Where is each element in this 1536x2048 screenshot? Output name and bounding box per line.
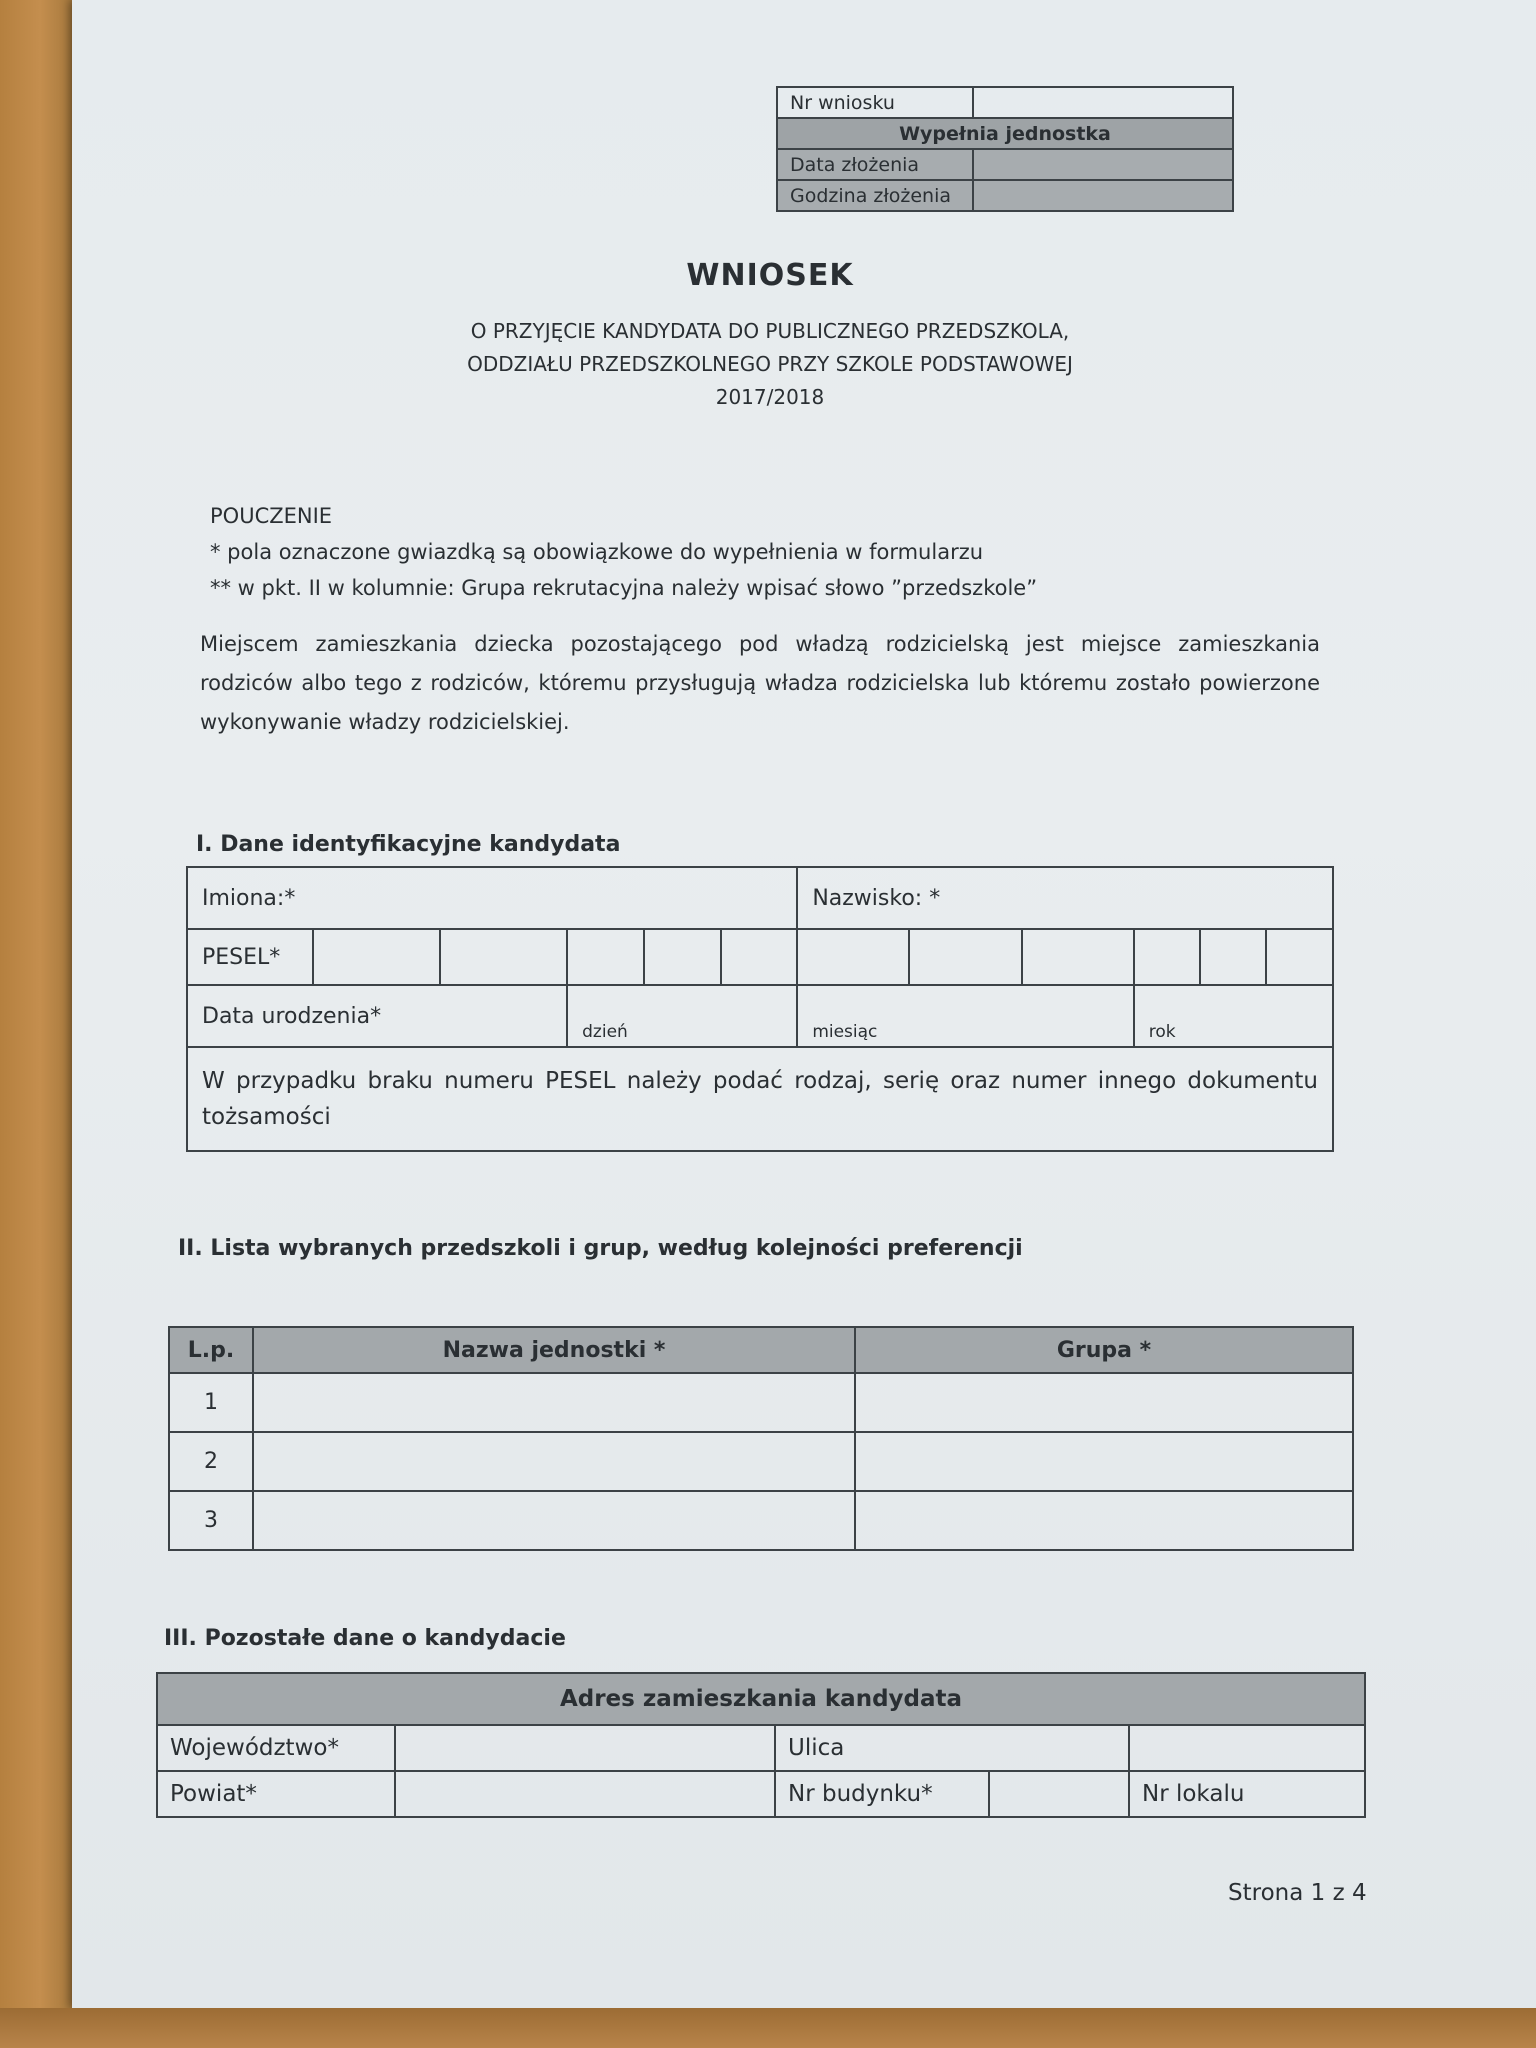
pesel-digit-box[interactable] — [567, 929, 644, 985]
subtitle-year: 2017/2018 — [715, 385, 825, 409]
unit-name-cell[interactable] — [253, 1373, 855, 1432]
col-group-header: Grupa * — [855, 1327, 1353, 1373]
submission-time-field[interactable] — [973, 180, 1233, 211]
birth-year-field[interactable]: rok — [1134, 985, 1333, 1047]
table-row — [169, 1432, 1353, 1491]
group-cell[interactable] — [855, 1373, 1353, 1432]
preferences-table — [168, 1326, 1354, 1551]
registration-box — [776, 86, 1234, 212]
group-cell[interactable] — [855, 1432, 1353, 1491]
pesel-digit-box[interactable] — [440, 929, 567, 985]
instructions-line-2: ** w pkt. II w kolumnie: Grupa rekrutacyjna należy wpisać słowo ”przedszkole” — [210, 576, 1038, 600]
county-field[interactable] — [395, 1771, 775, 1817]
section-1-title: I. Dane identyfikacyjne kandydata — [196, 832, 621, 857]
building-number-label: Nr budynku* — [775, 1771, 989, 1817]
surname-field[interactable]: Nazwisko: * — [797, 867, 1333, 929]
pesel-digit-box[interactable] — [909, 929, 1021, 985]
document-subtitle — [340, 315, 1200, 414]
col-unit-name-header: Nazwa jednostki * — [253, 1327, 855, 1373]
birth-date-label: Data urodzenia* — [187, 985, 567, 1047]
document-title: WNIOSEK — [686, 258, 854, 293]
desk-surface — [0, 2008, 1536, 2048]
pesel-digit-box[interactable] — [721, 929, 798, 985]
unit-name-cell[interactable] — [253, 1491, 855, 1550]
building-number-field[interactable] — [989, 1771, 1129, 1817]
instructions-heading: POUCZENIE — [210, 504, 333, 528]
section-3-title: III. Pozostałe dane o kandydacie — [164, 1626, 566, 1651]
nr-wniosku-label: Nr wniosku — [777, 87, 973, 118]
nr-wniosku-field[interactable] — [973, 87, 1233, 118]
pesel-digit-box[interactable] — [313, 929, 440, 985]
county-label: Powiat* — [157, 1771, 395, 1817]
address-header: Adres zamieszkania kandydata — [157, 1673, 1365, 1725]
pesel-digit-box[interactable] — [1134, 929, 1200, 985]
voivodeship-field[interactable] — [395, 1725, 775, 1771]
table-row — [169, 1373, 1353, 1432]
apartment-number-field[interactable]: Nr lokalu — [1129, 1771, 1365, 1817]
unit-name-cell[interactable] — [253, 1432, 855, 1491]
office-use-header: Wypełnia jednostka — [777, 118, 1233, 149]
pesel-missing-note: W przypadku braku numeru PESEL należy podać rodzaj, serię oraz numer innego dokumentu tożsamości — [187, 1047, 1333, 1151]
submission-date-label: Data złożenia — [777, 149, 973, 180]
row-number: 2 — [169, 1432, 253, 1491]
table-row — [169, 1491, 1353, 1550]
first-names-field[interactable]: Imiona:* — [187, 867, 797, 929]
birth-month-field[interactable]: miesiąc — [797, 985, 1133, 1047]
pesel-digit-box[interactable] — [1022, 929, 1134, 985]
submission-time-label: Godzina złożenia — [777, 180, 973, 211]
section-2-title: II. Lista wybranych przedszkoli i grup, według kolejności preferencji — [178, 1236, 1023, 1261]
pesel-digit-box[interactable] — [1266, 929, 1333, 985]
pesel-digit-box[interactable] — [644, 929, 721, 985]
instructions — [210, 498, 1320, 606]
birth-day-field[interactable]: dzień — [567, 985, 797, 1047]
residence-paragraph: Miejscem zamieszkania dziecka pozostającego pod władzą rodzicielską jest miejsce zamieszkania rodziców albo tego z rodziców, któremu przysługują władza rodzicielska lub któremu zostało powierzone wykonywanie władzy rodzicielskiej. — [200, 632, 1320, 734]
instructions-line-1: * pola oznaczone gwiazdką są obowiązkowe do wypełnienia w formularzu — [210, 540, 984, 564]
street-label: Ulica — [775, 1725, 1129, 1771]
row-number: 3 — [169, 1491, 253, 1550]
voivodeship-label: Województwo* — [157, 1725, 395, 1771]
subtitle-line-1: O PRZYJĘCIE KANDYDATA DO PUBLICZNEGO PRZEDSZKOLA, — [470, 319, 1070, 343]
submission-date-field[interactable] — [973, 149, 1233, 180]
pesel-digit-box[interactable] — [1200, 929, 1266, 985]
page-number: Strona 1 z 4 — [1228, 1880, 1367, 1906]
subtitle-line-2: ODDZIAŁU PRZEDSZKOLNEGO PRZY SZKOLE PODSTAWOWEJ — [467, 352, 1073, 376]
address-table — [156, 1672, 1366, 1818]
candidate-id-table — [186, 866, 1334, 1152]
street-field[interactable] — [1129, 1725, 1365, 1771]
pesel-label: PESEL* — [187, 929, 313, 985]
row-number: 1 — [169, 1373, 253, 1432]
pesel-digit-box[interactable] — [797, 929, 909, 985]
col-lp-header: L.p. — [169, 1327, 253, 1373]
group-cell[interactable] — [855, 1491, 1353, 1550]
